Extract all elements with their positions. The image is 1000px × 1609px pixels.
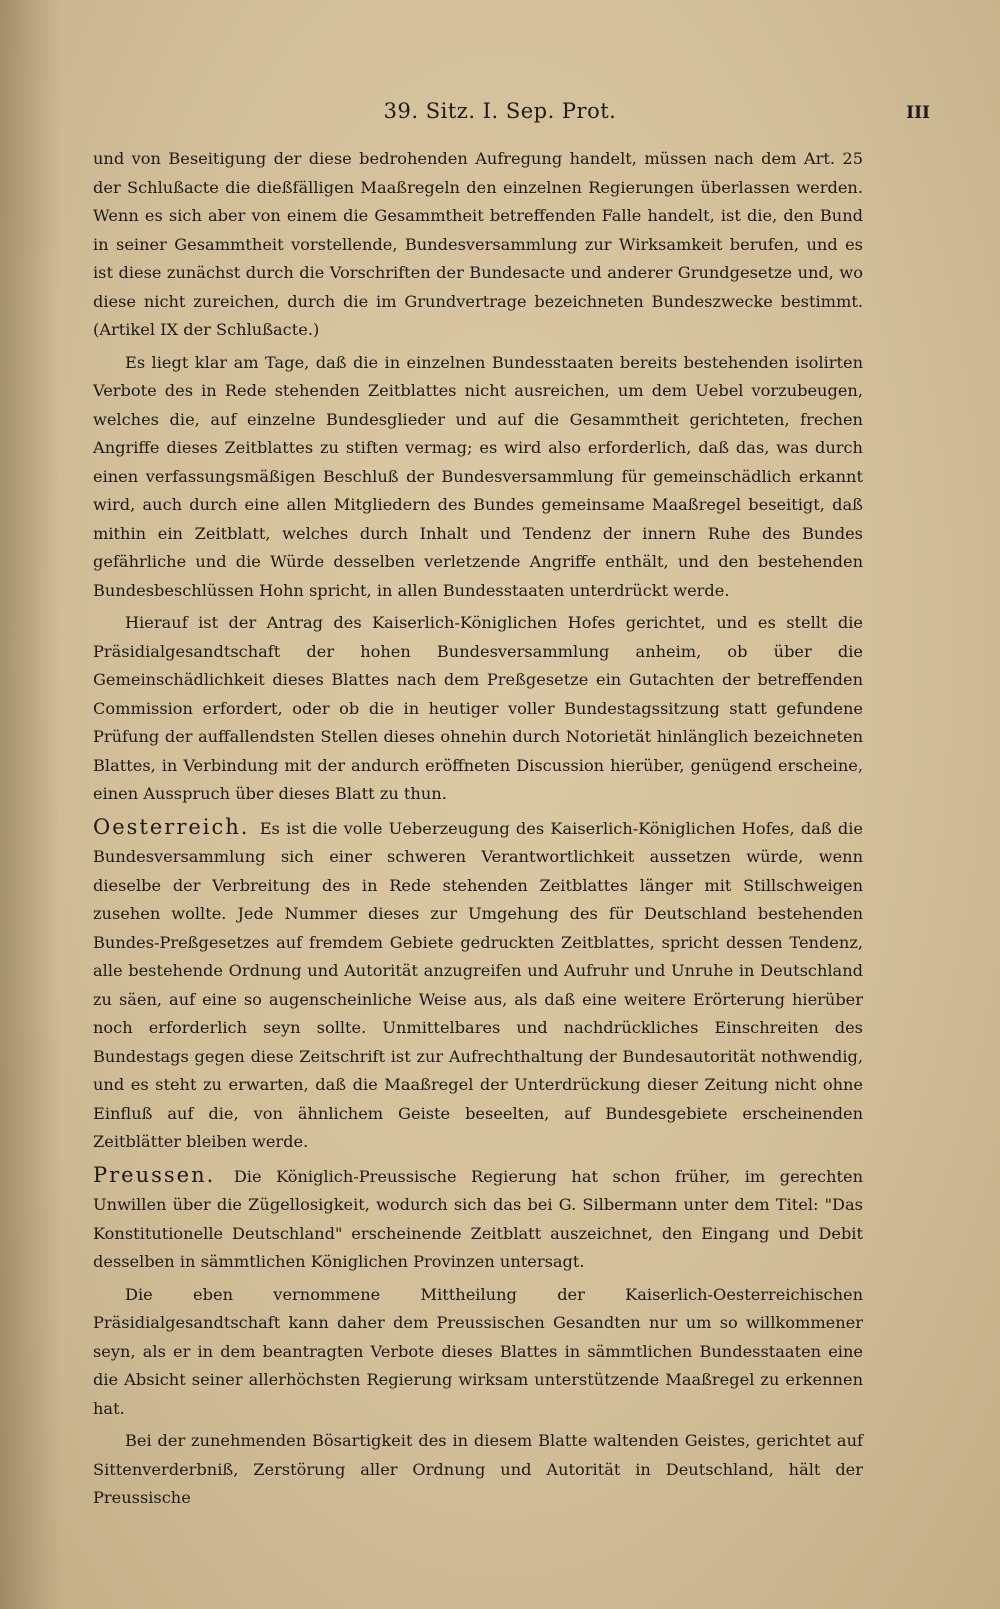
paragraph [93, 1161, 863, 1277]
paragraph-text: Es ist die volle Ueberzeugung des Kaiserlich-Königlichen Hofes, daß die Bundesversammlung sich einer schweren Verantwortlichkeit aussetzen würde, wenn dieselbe der Verbreitung des in Rede stehenden Zeitblattes länger mit Stillschweigen zusehen wollte. Jede Nummer dieses zur Umgehung des für Deutschland bestehenden Bundes-Preßgesetzes auf fremdem Gebiete gedruckten Zeitblattes, spricht dessen Tendenz, alle bestehende Ordnung und Autorität anzugreifen und Aufruhr und Unruhe in Deutschland zu säen, auf eine so augenscheinliche Weise aus, als daß eine weitere Erörterung hierüber noch erforderlich seyn sollte. Unmittelbares und nachdrückliches Einschreiten des Bundestags gegen diese Zeitschrift ist zur Aufrechthaltung der Bundesautorität nothwendig, und es steht zu erwarten, daß die Maaßregel der Unterdrückung dieser Zeitung nicht ohne Einfluß auf die, von ähnlichem Geiste beseelten, auf Bundesgebiete erscheinenden Zeitblätter bleiben werde. [93, 818, 863, 1151]
paragraph [93, 1281, 863, 1424]
paragraph-text: Es liegt klar am Tage, daß die in einzelnen Bundesstaaten bereits bestehenden isolirten Verbote des in Rede stehenden Zeitblattes nicht ausreichen, um dem Uebel vorzubeugen, welches die, auf einzelne Bundesglieder und auf die Gesammtheit gerichteten, frechen Angriffe dieses Zeitblattes zu stiften vermag; es wird also erforderlich, daß das, was durch einen verfassungsmäßigen Beschluß der Bundesversammlung für gemeinschädlich erkannt wird, auch durch eine allen Mitgliedern des Bundes gemeinsame Maaßregel beseitigt, daß mithin ein Zeitblatt, welches durch Inhalt und Tendenz der innern Ruhe des Bundes gefährliche und die Würde desselben verletzende Angriffe enthält, und den bestehenden Bundesbeschlüssen Hohn spricht, in allen Bundesstaaten unterdrückt werde. [93, 352, 863, 600]
page-header [60, 99, 940, 133]
paragraph-text: Bei der zunehmenden Bösartigkeit des in diesem Blatte waltenden Geistes, gerichtet auf Sittenverderbniß, Zerstörung aller Ordnung und Autorität in Deutschland, hält der Preussische [93, 1431, 863, 1507]
paragraph-text: Die eben vernommene Mittheilung der Kaiserlich-Oesterreichischen Präsidialgesandtschaft kann daher dem Preussischen Gesandten nur um so willkommener seyn, als er in dem beantragten Verbote dieses Blattes in sämmtlichen Bundesstaaten eine die Absicht seiner allerhöchsten Regierung wirksam unterstützende Maaßregel zu erkennen hat. [93, 1284, 863, 1418]
paragraph-text: und von Beseitigung der diese bedrohenden Aufregung handelt, müssen nach dem Art. 25 der Schlußacte die dießfälligen Maaßregeln den einzelnen Regierungen überlassen werden. Wenn es sich aber von einem die Gesammtheit betreffenden Falle handelt, ist die, den Bund in seiner Gesammtheit vorstellende, Bundesversammlung zur Wirksamkeit berufen, und es ist diese zunächst durch die Vorschriften der Bundesacte und anderer Grundgesetze und, wo diese nicht zureichen, durch die im Grundvertrage bezeichneten Bundeszwecke bestimmt. (Artikel IX der Schlußacte.) [93, 149, 863, 339]
speaker-label: Oesterreich. [93, 814, 250, 839]
paragraph [93, 813, 863, 1157]
speaker-label: Preussen. [93, 1162, 216, 1187]
page-number: III [906, 103, 930, 123]
running-head: 39. Sitz. I. Sep. Prot. [383, 99, 617, 123]
paragraph [93, 349, 863, 606]
paragraph-text: Hierauf ist der Antrag des Kaiserlich-Königlichen Hofes gerichtet, und es stellt die Präsidialgesandtschaft der hohen Bundesversammlung anheim, ob über die Gemeinschädlichkeit dieses Blattes nach dem Preßgesetze ein Gutachten der betreffenden Commission erfordert, oder ob die in heutiger voller Bundestagssitzung statt gefundene Prüfung der auffallendsten Stellen dieses ohnehin durch Notorietät hinlänglich bezeichneten Blattes, in Verbindung mit der andurch eröffneten Discussion hierüber, genügend erscheine, einen Ausspruch über dieses Blatt zu thun. [93, 613, 863, 803]
paragraph [93, 145, 863, 345]
paragraph [93, 1427, 863, 1513]
paragraph [93, 609, 863, 809]
paragraph-text: Die Königlich-Preussische Regierung hat schon früher, im gerechten Unwillen über die Zügellosigkeit, wodurch sich das bei G. Silbermann unter dem Titel: "Das Konstitutionelle Deutschland" erscheinende Zeitblatt auszeichnet, den Eingang und Debit desselben in sämmtlichen Königlichen Provinzen untersagt. [93, 1166, 864, 1271]
body-text [93, 145, 863, 1513]
